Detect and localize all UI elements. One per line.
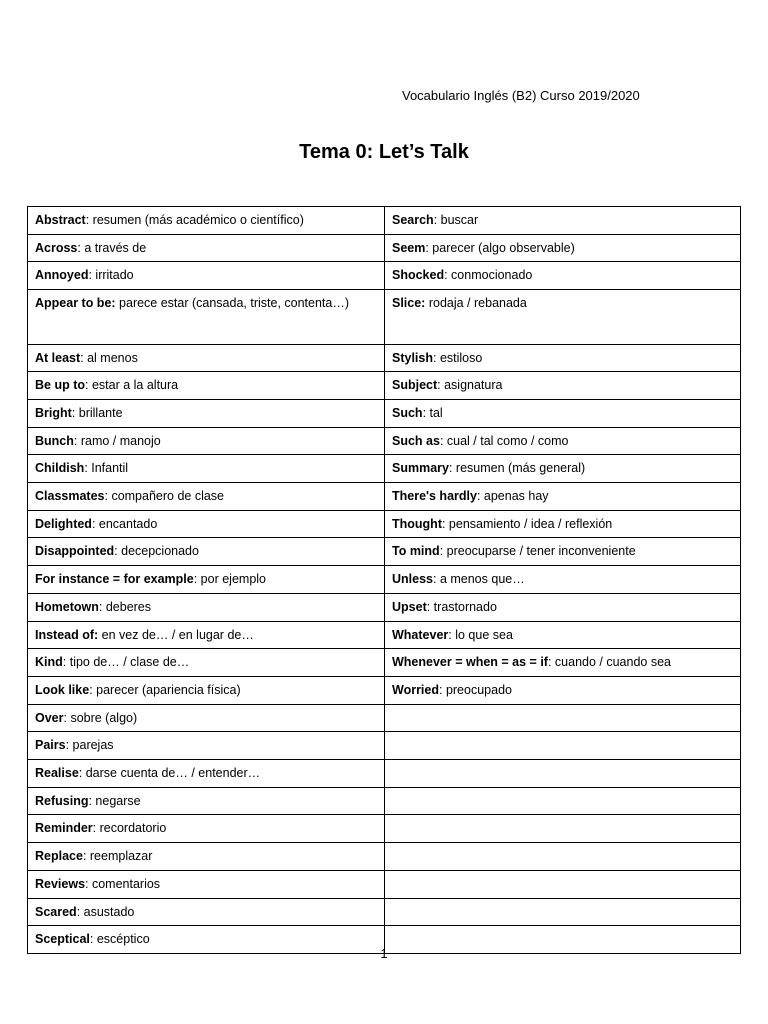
table-row	[28, 732, 741, 760]
vocab-cell-right	[385, 593, 741, 621]
vocab-cell-left	[28, 566, 385, 594]
vocab-cell-right	[385, 815, 741, 843]
vocab-cell-left	[28, 870, 385, 898]
vocab-term: Childish	[35, 461, 85, 476]
vocab-cell-right	[385, 870, 741, 898]
vocab-definition: : tipo de… / clase de…	[62, 655, 190, 670]
table-row	[28, 870, 741, 898]
vocab-cell-left	[28, 732, 385, 760]
vocab-term: Stylish	[392, 350, 433, 365]
vocab-cell-left	[28, 207, 385, 235]
vocab-term: Instead of:	[35, 627, 99, 642]
vocab-definition: : brillante	[71, 405, 123, 420]
vocab-cell-right	[385, 704, 741, 732]
vocab-definition: : ramo / manojo	[73, 433, 161, 448]
table-row	[28, 455, 741, 483]
vocab-term: Appear to be:	[35, 296, 116, 311]
vocab-term: Realise	[35, 766, 79, 781]
vocab-definition: : tal	[422, 405, 443, 420]
vocab-definition: : trastornado	[426, 599, 497, 614]
vocab-term: Whenever = when = as = if	[392, 655, 548, 670]
vocab-cell-right	[385, 676, 741, 704]
vocab-definition: : cuando / cuando sea	[547, 655, 671, 670]
vocab-cell-left	[28, 815, 385, 843]
vocab-definition: : parejas	[65, 738, 114, 753]
table-row	[28, 593, 741, 621]
vocab-cell-left	[28, 372, 385, 400]
vocabulary-table-body	[28, 207, 741, 954]
vocab-definition: : Infantil	[84, 461, 129, 476]
table-row	[28, 234, 741, 262]
vocab-cell-right	[385, 649, 741, 677]
vocab-term: Shocked	[392, 268, 445, 283]
vocab-definition: : conmocionado	[444, 268, 533, 283]
vocab-definition: : negarse	[88, 793, 141, 808]
table-row	[28, 207, 741, 235]
vocab-term: Scared	[35, 904, 77, 919]
table-row	[28, 815, 741, 843]
vocab-term: Bunch	[35, 433, 74, 448]
vocab-cell-left	[28, 704, 385, 732]
vocab-definition: : preocupado	[439, 682, 512, 697]
table-row	[28, 843, 741, 871]
table-row	[28, 704, 741, 732]
vocab-term: Pairs	[35, 738, 66, 753]
table-row	[28, 787, 741, 815]
vocab-cell-left	[28, 676, 385, 704]
vocab-cell-right	[385, 262, 741, 290]
vocab-term: Over	[35, 710, 64, 725]
vocab-definition: : sobre (algo)	[63, 710, 138, 725]
vocab-definition: : por ejemplo	[193, 572, 266, 587]
vocab-term: Reviews	[35, 876, 86, 891]
vocab-term: Unless	[392, 572, 433, 587]
table-row	[28, 483, 741, 511]
vocab-term: Sceptical	[35, 932, 90, 947]
table-row	[28, 510, 741, 538]
vocab-term: Worried	[392, 682, 439, 697]
vocab-definition: parece estar (cansada, triste, contenta…)	[115, 296, 350, 311]
vocab-definition: : reemplazar	[82, 849, 153, 864]
vocab-definition: rodaja / rebanada	[425, 296, 527, 311]
vocab-definition: : a menos que…	[433, 572, 525, 587]
table-row	[28, 372, 741, 400]
vocab-cell-left	[28, 649, 385, 677]
vocab-definition: : lo que sea	[448, 627, 513, 642]
vocab-cell-left	[28, 455, 385, 483]
vocab-cell-right	[385, 290, 741, 344]
vocab-cell-left	[28, 290, 385, 344]
vocab-term: Summary	[392, 461, 449, 476]
vocab-cell-right	[385, 399, 741, 427]
vocab-definition: : a través de	[77, 240, 147, 255]
vocab-cell-right	[385, 427, 741, 455]
vocab-cell-left	[28, 787, 385, 815]
vocab-cell-right	[385, 372, 741, 400]
vocab-term: Whatever	[392, 627, 449, 642]
page-title: Tema 0: Let’s Talk	[299, 141, 469, 163]
vocab-definition: : parecer (algo observable)	[425, 240, 575, 255]
table-row	[28, 538, 741, 566]
vocab-definition: : darse cuenta de… / entender…	[78, 766, 261, 781]
vocab-term: Delighted	[35, 516, 92, 531]
vocab-cell-right	[385, 843, 741, 871]
vocab-definition: : resumen (más general)	[448, 461, 586, 476]
vocab-definition: : recordatorio	[92, 821, 167, 836]
vocab-definition: : pensamiento / idea / reflexión	[441, 516, 613, 531]
vocab-term: Reminder	[35, 821, 93, 836]
table-row	[28, 399, 741, 427]
vocab-definition: : preocuparse / tener inconveniente	[439, 544, 636, 559]
vocab-definition: en vez de… / en lugar de…	[98, 627, 254, 642]
vocab-term: Seem	[392, 240, 426, 255]
vocab-term: Bright	[35, 405, 72, 420]
vocab-definition: : estiloso	[433, 350, 483, 365]
vocab-term: Such as	[392, 433, 440, 448]
vocab-term: Classmates	[35, 489, 105, 504]
vocab-cell-right	[385, 538, 741, 566]
vocab-cell-left	[28, 760, 385, 788]
vocab-definition: : irritado	[88, 268, 134, 283]
vocab-cell-left	[28, 621, 385, 649]
vocab-cell-right	[385, 566, 741, 594]
vocab-term: Disappointed	[35, 544, 115, 559]
vocab-definition: : asustado	[76, 904, 135, 919]
page-number: 1	[380, 946, 388, 961]
vocab-cell-left	[28, 843, 385, 871]
table-row	[28, 649, 741, 677]
table-row	[28, 621, 741, 649]
table-row	[28, 898, 741, 926]
vocab-cell-left	[28, 510, 385, 538]
vocab-definition: : cual / tal como / como	[439, 433, 569, 448]
vocab-cell-left	[28, 399, 385, 427]
vocab-definition: : comentarios	[85, 876, 161, 891]
vocab-cell-right	[385, 234, 741, 262]
vocab-definition: : decepcionado	[114, 544, 199, 559]
vocab-definition: : escéptico	[89, 932, 150, 947]
vocab-term: Such	[392, 405, 423, 420]
table-row	[28, 344, 741, 372]
vocab-definition: : apenas hay	[476, 489, 549, 504]
vocab-term: Hometown	[35, 599, 99, 614]
vocab-term: Be up to	[35, 378, 85, 393]
vocab-definition: : al menos	[80, 350, 138, 365]
vocab-cell-left	[28, 538, 385, 566]
table-row	[28, 760, 741, 788]
vocab-cell-right	[385, 760, 741, 788]
vocab-definition: : compañero de clase	[104, 489, 225, 504]
table-row	[28, 262, 741, 290]
vocab-term: Refusing	[35, 793, 89, 808]
table-row	[28, 676, 741, 704]
vocab-cell-right	[385, 621, 741, 649]
vocab-definition: : parecer (apariencia física)	[89, 682, 241, 697]
vocab-cell-right	[385, 207, 741, 235]
vocab-definition: : encantado	[91, 516, 158, 531]
vocab-cell-left	[28, 234, 385, 262]
header-note: Vocabulario Inglés (B2) Curso 2019/2020	[402, 88, 640, 103]
table-row	[28, 290, 741, 344]
vocab-term: For instance = for example	[35, 572, 194, 587]
vocab-term: Look like	[35, 682, 90, 697]
vocab-cell-right	[385, 732, 741, 760]
vocabulary-table	[27, 206, 741, 954]
vocab-cell-right	[385, 898, 741, 926]
vocab-term: Upset	[392, 599, 427, 614]
vocab-cell-left	[28, 262, 385, 290]
vocab-definition: : estar a la altura	[85, 378, 179, 393]
vocab-cell-right	[385, 787, 741, 815]
vocab-term: Abstract	[35, 213, 86, 227]
vocab-cell-right	[385, 483, 741, 511]
vocab-cell-left	[28, 593, 385, 621]
vocab-cell-left	[28, 427, 385, 455]
vocab-definition: : resumen (más académico o científico)	[85, 213, 304, 227]
vocab-term: Subject	[392, 378, 438, 393]
vocab-term: At least	[35, 350, 81, 365]
vocab-term: Across	[35, 240, 78, 255]
vocab-definition: : deberes	[98, 599, 152, 614]
vocab-cell-right	[385, 344, 741, 372]
vocab-definition: : buscar	[433, 213, 479, 227]
vocab-definition: : asignatura	[437, 378, 503, 393]
vocab-cell-left	[28, 898, 385, 926]
table-row	[28, 566, 741, 594]
vocab-cell-right	[385, 510, 741, 538]
vocab-term: Kind	[35, 655, 63, 670]
vocab-term: Search	[392, 213, 434, 227]
vocab-term: Replace	[35, 849, 83, 864]
vocab-term: Annoyed	[35, 268, 89, 283]
vocab-term: Slice:	[392, 296, 426, 311]
vocab-cell-left	[28, 344, 385, 372]
vocab-term: To mind	[392, 544, 440, 559]
vocab-cell-left	[28, 483, 385, 511]
vocab-cell-right	[385, 455, 741, 483]
vocab-term: There's hardly	[392, 489, 477, 504]
table-row	[28, 427, 741, 455]
vocab-term: Thought	[392, 516, 442, 531]
